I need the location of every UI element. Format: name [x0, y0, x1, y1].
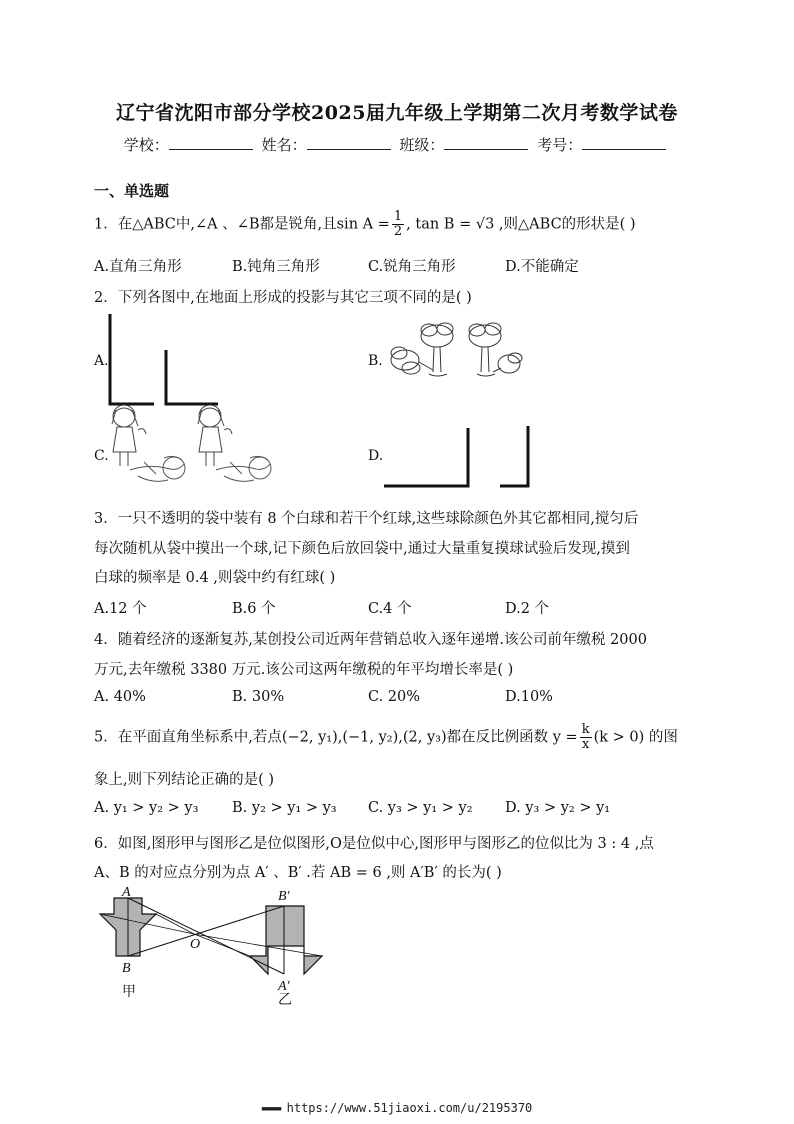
question-6-line-1: 6．如图,图形甲与图形乙是位似图形,O是位似中心,图形甲与图形乙的位似比为 3 : 4 ,点 [94, 836, 654, 852]
question-3-line-2: 每次随机从袋中摸出一个球,记下颜色后放回袋中,通过大量重复摸球试验后发现,摸到 [94, 541, 630, 557]
question-3-line-3: 白球的频率是 0.4 ,则袋中约有红球( ) [94, 570, 336, 586]
q5-fraction [580, 723, 592, 752]
tree-right-icon [469, 323, 501, 376]
q5-prefix: 5．在平面直角坐标系中,若点(−2, y₁),(−1, y₂),(2, y₃)都在反比例函数 y = [94, 729, 578, 746]
q4-option-c: C. 20% [368, 689, 421, 705]
label-o: O [190, 937, 201, 952]
info-class-blank [444, 135, 528, 150]
info-school-label: 学校： [123, 136, 169, 154]
tree-shadow-left-icon [391, 347, 433, 374]
tree-left-icon [421, 323, 453, 376]
q5-option-c: C. y₃ > y₁ > y₂ [368, 800, 473, 816]
q4-option-a: A. 40% [94, 689, 146, 705]
footer-url[interactable] [0, 1101, 794, 1115]
q5-frac-num: k [581, 722, 590, 737]
q2-label-c: C. [94, 448, 109, 464]
q6-homothety-figure [94, 886, 334, 1006]
info-class-label: 班级： [399, 136, 445, 154]
page-title: 辽宁省沈阳市部分学校2025届九年级上学期第二次月考数学试卷 [116, 102, 678, 124]
q5-option-b: B. y₂ > y₁ > y₃ [232, 800, 337, 816]
q1-option-d: D.不能确定 [505, 259, 579, 275]
label-a-prime: A′ [278, 979, 290, 994]
question-4-line-2: 万元,去年缴税 3380 万元.该公司这两年缴税的年平均增长率是( ) [94, 662, 514, 678]
q3-option-a: A.12 个 [94, 601, 147, 617]
question-5-line-2: 象上,则下列结论正确的是( ) [94, 772, 275, 788]
girl-right-icon [198, 405, 232, 466]
label-jia: 甲 [122, 984, 136, 1000]
question-6-line-2: A、B 的对应点分别为点 A′ 、B′ .若 AB = 6 ,则 A′B′ 的长为( ) [94, 865, 502, 881]
q2a-short-shadow [166, 350, 218, 404]
q4-option-d: D.10% [505, 689, 553, 705]
q1-option-a: A.直角三角形 [94, 259, 182, 275]
q1-frac-num: 1 [393, 209, 403, 224]
q3-option-b: B.6 个 [232, 601, 276, 617]
info-number-blank [582, 135, 666, 150]
girl-left-icon [112, 405, 146, 466]
q3-option-d: D.2 个 [505, 601, 550, 617]
q4-option-b: B. 30% [232, 689, 285, 705]
q5-frac-den: x [581, 737, 590, 752]
question-5-line-1 [94, 723, 678, 752]
q2-label-d: D. [368, 448, 384, 464]
footer-link[interactable]: https://www.51jiaoxi.com/u/2195370 [286, 1101, 533, 1115]
q1-option-b: B.钝角三角形 [232, 259, 320, 275]
girl-shadow-left-icon [130, 456, 185, 481]
line-bottom-left [156, 914, 194, 934]
q1-frac-den: 2 [393, 224, 403, 239]
q2-figure-b [385, 320, 525, 382]
q1-suffix: , tan B = √3 ,则△ABC的形状是( ) [406, 216, 636, 233]
question-1 [94, 210, 636, 239]
q1-option-c: C.锐角三角形 [368, 259, 456, 275]
girl-shadow-right-icon [216, 456, 271, 481]
q1-fraction [392, 210, 404, 239]
q2-figure-c [108, 400, 298, 500]
student-info-line [0, 134, 794, 155]
info-name-label: 姓名： [261, 136, 307, 154]
tree-shadow-right-icon [493, 353, 522, 373]
q2d-long-shadow [384, 428, 468, 486]
q5-option-a: A. y₁ > y₂ > y₃ [94, 800, 199, 816]
q2-label-a: A. [94, 353, 109, 369]
footer-mark: ▬▬▬ [261, 1101, 287, 1115]
info-school-blank [169, 135, 253, 150]
q2-label-b: B. [368, 353, 383, 369]
line-bottom-right [194, 934, 250, 956]
label-a: A [122, 885, 131, 900]
q3-option-c: C.4 个 [368, 601, 412, 617]
q1-prefix: 1．在△ABC中,∠A 、∠B都是锐角,且sin A = [94, 216, 390, 233]
info-name-blank [307, 135, 391, 150]
question-3-line-1: 3．一只不透明的袋中装有 8 个白球和若干个红球,这些球除颜色外其它都相同,搅匀后 [94, 511, 639, 527]
question-4-line-1: 4．随着经济的逐渐复苏,某创投公司近两年营销总收入逐年递增.该公司前年缴税 2000 [94, 632, 647, 648]
question-2: 2．下列各图中,在地面上形成的投影与其它三项不同的是( ) [94, 290, 472, 306]
q2a-long-shadow [110, 314, 154, 404]
label-b: B [122, 961, 131, 976]
label-b-prime: B′ [278, 889, 290, 904]
q5-suffix: (k > 0) 的图 [593, 729, 678, 746]
label-yi: 乙 [278, 992, 292, 1008]
figure-yi-shape [250, 906, 322, 974]
q2-figure-d [380, 422, 540, 492]
info-number-label: 考号： [537, 136, 583, 154]
q2d-short-shadow [500, 426, 528, 486]
q5-option-d: D. y₃ > y₂ > y₁ [505, 800, 611, 816]
section-heading: 一、单选题 [94, 182, 170, 200]
q2-figure-a [100, 310, 230, 410]
